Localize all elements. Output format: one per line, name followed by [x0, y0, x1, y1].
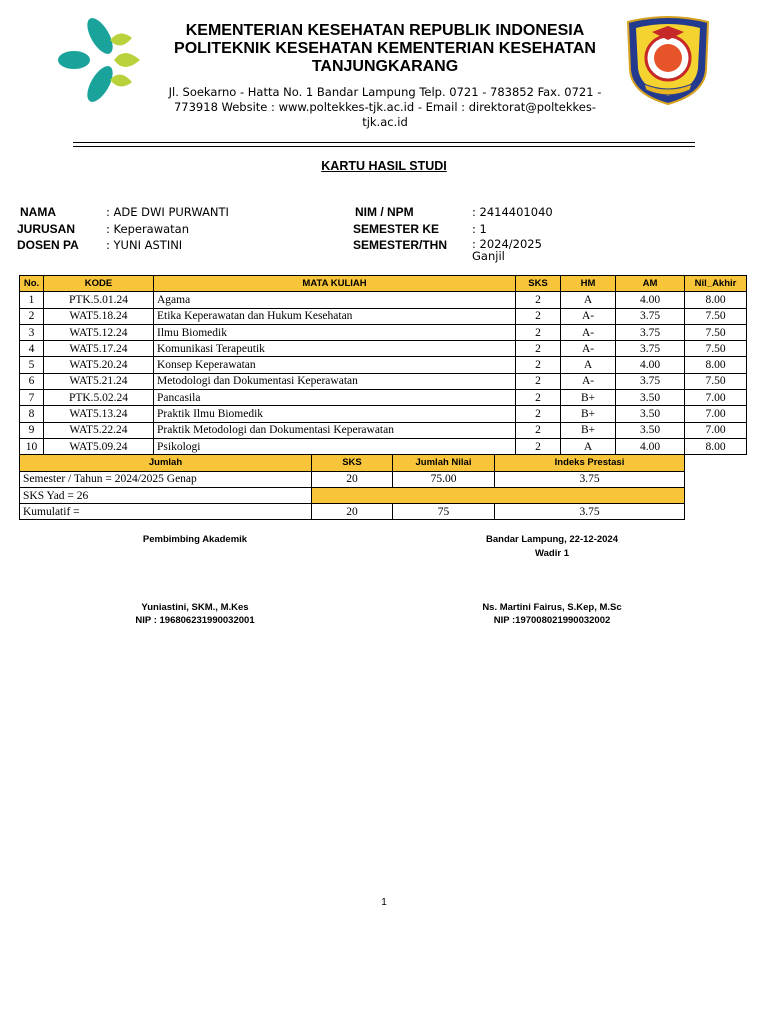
right-signature-nip: NIP :197008021990032002 — [493, 615, 611, 626]
cell-no: 1 — [20, 292, 44, 308]
table-row — [20, 292, 747, 308]
cell-mata-kuliah: Ilmu Biomedik — [154, 324, 516, 340]
cell-sks: 2 — [516, 292, 561, 308]
semester-jumlah-nilai: 75.00 — [393, 471, 495, 487]
cell-am: 3.50 — [616, 390, 685, 406]
cell-mata-kuliah: Pancasila — [154, 390, 516, 406]
sks-yad: SKS Yad = 26 — [20, 487, 312, 503]
cell-kode: PTK.5.02.24 — [44, 390, 154, 406]
cell-sks: 2 — [516, 438, 561, 454]
summary-header-row — [20, 455, 747, 471]
semester-thn-label: SEMESTER/THN — [353, 238, 448, 252]
cell-mata-kuliah: Komunikasi Terapeutik — [154, 341, 516, 357]
cell-nil-akhir: 7.50 — [685, 341, 747, 357]
nama-value: : ADE DWI PURWANTI — [106, 205, 229, 219]
cell-am: 3.75 — [616, 324, 685, 340]
cell-hm: A- — [561, 341, 616, 357]
table-header-row — [20, 276, 747, 292]
col-kode: KODE — [44, 276, 154, 292]
jurusan-value: : Keperawatan — [106, 222, 190, 236]
school-name: POLITEKNIK KESEHATAN KEMENTERIAN KESEHATAN — [174, 40, 596, 57]
jurusan-label: JURUSAN — [17, 222, 76, 236]
semester-summary-row — [20, 471, 747, 487]
cell-no: 6 — [20, 373, 44, 389]
cell-sks: 2 — [516, 422, 561, 438]
cell-hm: A- — [561, 324, 616, 340]
col-am: AM — [616, 276, 685, 292]
cell-hm: B+ — [561, 390, 616, 406]
cell-sks: 2 — [516, 390, 561, 406]
left-signature-name: Yuniastini, SKM., M.Kes — [141, 602, 249, 613]
school-city: TANJUNGKARANG — [311, 58, 459, 75]
right-signature-name: Ns. Martini Fairus, S.Kep, M.Sc — [482, 602, 622, 613]
cell-sks: 2 — [516, 308, 561, 324]
school-address: Jl. Soekarno - Hatta No. 1 Bandar Lampung Telp. 0721 - 783852 Fax. 0721 - 773918 Website : www.poltekkes-tjk.ac.id - Email : direktorat@poltekkes-tjk.ac.id — [168, 85, 602, 129]
cell-hm: B+ — [561, 422, 616, 438]
cell-no: 5 — [20, 357, 44, 373]
kemenkes-logo-icon — [54, 14, 146, 106]
cell-hm: A- — [561, 373, 616, 389]
kumulatif-row — [20, 504, 747, 520]
cell-no: 10 — [20, 438, 44, 454]
col-hm: HM — [561, 276, 616, 292]
table-row — [20, 438, 747, 454]
nama-label: NAMA — [20, 205, 56, 219]
cell-kode: WAT5.17.24 — [44, 341, 154, 357]
semester-label: Semester / Tahun = 2024/2025 Genap — [20, 471, 312, 487]
table-row — [20, 422, 747, 438]
dosen-label: DOSEN PA — [17, 238, 79, 252]
summary-jumlah-nilai-header: Jumlah Nilai — [393, 455, 495, 471]
cell-mata-kuliah: Agama — [154, 292, 516, 308]
nim-label: NIM / NPM — [355, 205, 414, 219]
cell-kode: WAT5.21.24 — [44, 373, 154, 389]
cell-kode: WAT5.20.24 — [44, 357, 154, 373]
cell-am: 3.50 — [616, 422, 685, 438]
cell-sks: 2 — [516, 406, 561, 422]
table-row — [20, 357, 747, 373]
cell-mata-kuliah: Etika Keperawatan dan Hukum Kesehatan — [154, 308, 516, 324]
kumulatif-ip: 3.75 — [495, 504, 685, 520]
letterhead — [150, 22, 620, 130]
nim-value: : 2414401040 — [472, 205, 553, 219]
cell-sks: 2 — [516, 341, 561, 357]
cell-hm: B+ — [561, 406, 616, 422]
cell-hm: A — [561, 438, 616, 454]
kumulatif-sks: 20 — [312, 504, 393, 520]
cell-kode: WAT5.18.24 — [44, 308, 154, 324]
cell-no: 8 — [20, 406, 44, 422]
cell-sks: 2 — [516, 324, 561, 340]
table-row — [20, 373, 747, 389]
cell-nil-akhir: 7.50 — [685, 373, 747, 389]
cell-mata-kuliah: Praktik Ilmu Biomedik — [154, 406, 516, 422]
summary-jumlah-header: Jumlah — [20, 455, 312, 471]
semester-thn-value: : 2024/2025 Ganjil — [472, 237, 542, 263]
grades-table — [19, 275, 747, 520]
cell-no: 3 — [20, 324, 44, 340]
cell-kode: PTK.5.01.24 — [44, 292, 154, 308]
semester-sks: 20 — [312, 471, 393, 487]
cell-hm: A- — [561, 308, 616, 324]
summary-sks-header: SKS — [312, 455, 393, 471]
sks-yad-row — [20, 487, 747, 503]
table-row — [20, 341, 747, 357]
cell-am: 3.75 — [616, 373, 685, 389]
cell-no: 9 — [20, 422, 44, 438]
cell-no: 7 — [20, 390, 44, 406]
institution-crest-icon — [622, 14, 714, 106]
left-signature-title: Pembimbing Akademik — [142, 534, 248, 545]
cell-nil-akhir: 7.00 — [685, 390, 747, 406]
dosen-value: : YUNI ASTINI — [106, 238, 183, 252]
kumulatif-label: Kumulatif = — [20, 504, 312, 520]
cell-mata-kuliah: Konsep Keperawatan — [154, 357, 516, 373]
header-rule-bottom — [73, 146, 695, 147]
cell-mata-kuliah: Metodologi dan Dokumentasi Keperawatan — [154, 373, 516, 389]
cell-nil-akhir: 7.50 — [685, 308, 747, 324]
cell-am: 4.00 — [616, 438, 685, 454]
cell-no: 4 — [20, 341, 44, 357]
page-number: 1 — [381, 897, 387, 908]
col-mata-kuliah: MATA KULIAH — [154, 276, 516, 292]
cell-nil-akhir: 7.50 — [685, 324, 747, 340]
semester-ke-value: : 1 — [472, 222, 487, 236]
table-row — [20, 308, 747, 324]
cell-hm: A — [561, 292, 616, 308]
cell-no: 2 — [20, 308, 44, 324]
semester-ip: 3.75 — [495, 471, 685, 487]
col-nil-akhir: Nil_Akhir — [685, 276, 747, 292]
cell-kode: WAT5.09.24 — [44, 438, 154, 454]
sks-yad-filler — [312, 487, 685, 503]
cell-mata-kuliah: Psikologi — [154, 438, 516, 454]
cell-nil-akhir: 8.00 — [685, 292, 747, 308]
cell-am: 3.75 — [616, 308, 685, 324]
table-row — [20, 406, 747, 422]
col-sks: SKS — [516, 276, 561, 292]
cell-kode: WAT5.13.24 — [44, 406, 154, 422]
right-signature-place-date: Bandar Lampung, 22-12-2024 — [486, 534, 618, 545]
header-rule-top — [73, 142, 695, 143]
cell-am: 3.50 — [616, 406, 685, 422]
cell-hm: A — [561, 357, 616, 373]
cell-nil-akhir: 7.00 — [685, 422, 747, 438]
summary-ip-header: Indeks Prestasi — [495, 455, 685, 471]
cell-mata-kuliah: Praktik Metodologi dan Dokumentasi Keperawatan — [154, 422, 516, 438]
cell-nil-akhir: 8.00 — [685, 438, 747, 454]
kumulatif-jumlah-nilai: 75 — [393, 504, 495, 520]
table-row — [20, 390, 747, 406]
cell-sks: 2 — [516, 357, 561, 373]
semester-ke-label: SEMESTER KE — [353, 222, 440, 236]
cell-am: 4.00 — [616, 292, 685, 308]
cell-kode: WAT5.22.24 — [44, 422, 154, 438]
ministry-name: KEMENTERIAN KESEHATAN REPUBLIK INDONESIA — [185, 22, 585, 39]
col-no: No. — [20, 276, 44, 292]
cell-am: 4.00 — [616, 357, 685, 373]
left-signature-nip: NIP : 196806231990032001 — [135, 615, 255, 626]
cell-am: 3.75 — [616, 341, 685, 357]
cell-nil-akhir: 8.00 — [685, 357, 747, 373]
document-title: KARTU HASIL STUDI — [321, 159, 447, 173]
cell-nil-akhir: 7.00 — [685, 406, 747, 422]
cell-kode: WAT5.12.24 — [44, 324, 154, 340]
cell-sks: 2 — [516, 373, 561, 389]
right-signature-title: Wadir 1 — [535, 548, 569, 559]
table-row — [20, 324, 747, 340]
